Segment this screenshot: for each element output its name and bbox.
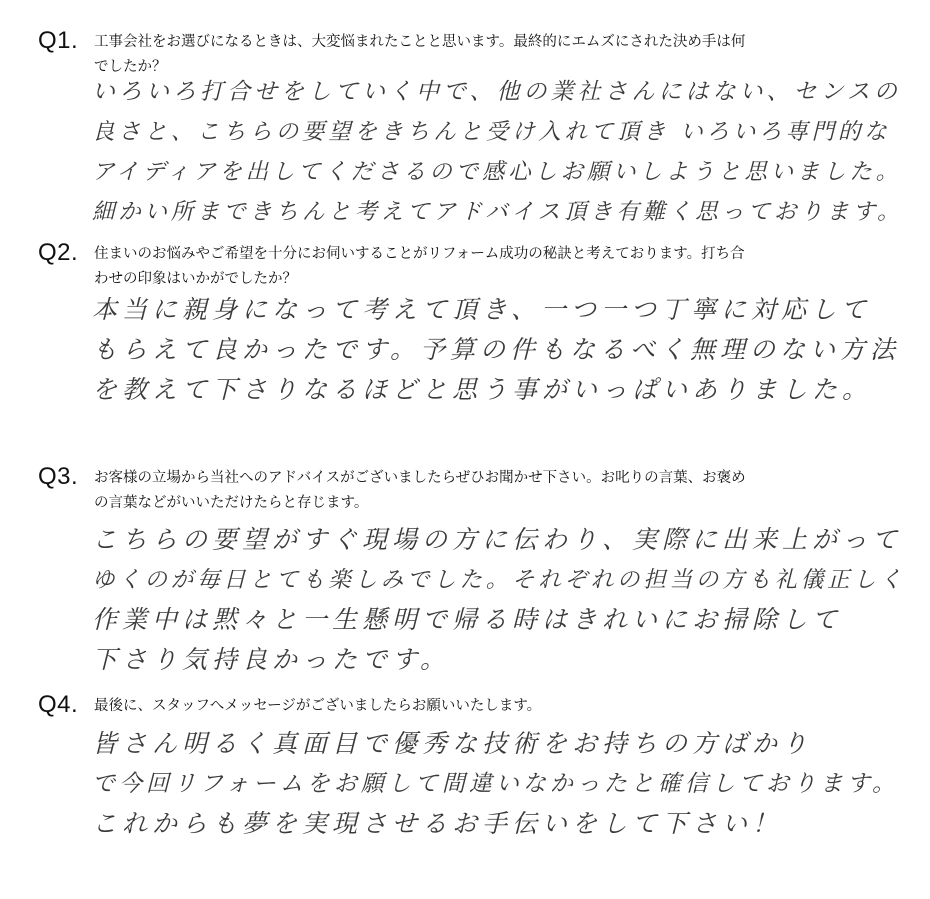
answer-2-line-1: 本当に親身になって考えて頂き、一つ一つ丁寧に対応して — [92, 295, 872, 324]
answer-3-line-4: 下さり気持良かったです。 — [92, 645, 451, 674]
answer-2-line-2: もらえて良かったです。予算の件もなるべく無理のない方法 — [92, 335, 901, 364]
answer-3-line-3: 作業中は黙々と一生懸明で帰る時はきれいにお掃除して — [92, 605, 843, 634]
question-text-2-line-1: 住まいのお悩みやご希望を十分にお伺いすることがリフォーム成功の秘訣と考えております。打ち合 — [94, 246, 745, 262]
answer-3-line-1: こちらの要望がすぐ現場の方に伝わり、実際に出来上がって — [92, 525, 903, 554]
answer-1-line-2: 良さと、こちらの要望をきちんと受け入れて頂き いろいろ専門的な — [92, 119, 891, 145]
answer-4 — [92, 724, 922, 844]
question-text-3-line-2: の言葉などがいいただけたらと存じます。 — [94, 495, 369, 511]
answer-3-line-2: ゆくのが毎日とても楽しみでした。それぞれの担当の方も礼儀正しく — [92, 567, 906, 593]
question-label-3: Q3. — [38, 463, 79, 490]
answer-4-line-3: これからも夢を実現させるお手伝いをして下さい！ — [92, 809, 783, 838]
question-text-2-line-2: わせの印象はいかがでしたか？ — [94, 271, 297, 287]
answer-2 — [92, 290, 922, 410]
question-label-1: Q1. — [38, 27, 79, 54]
question-text-4 — [94, 694, 894, 719]
answer-1-line-3: アイディアを出してくださるので感心しお願いしようと思いました。 — [92, 159, 902, 185]
answer-3 — [92, 520, 922, 680]
question-text-4-line-1: 最後に、スタッフへメッセージがございましたらお願いいたします。 — [94, 698, 542, 714]
answer-1-line-1: いろいろ打合せをしていく中で、他の業社さんにはない、センスの — [92, 79, 901, 105]
question-text-3 — [94, 466, 894, 516]
question-label-4: Q4. — [38, 691, 79, 718]
answer-1-line-4: 細かい所まできちんと考えてアドバイス頂き有難く思っております。 — [92, 199, 904, 225]
question-text-1-line-2: でしたか？ — [94, 59, 167, 75]
question-label-2: Q2. — [38, 239, 79, 266]
answer-4-line-1: 皆さん明るく真面目で優秀な技術をお持ちの方ばかり — [92, 729, 813, 758]
answer-2-line-3: を教えて下さりなるほどと思う事がいっぱいありました。 — [92, 375, 873, 404]
answer-1 — [92, 72, 922, 232]
question-text-2 — [94, 242, 894, 292]
question-text-1-line-1: 工事会社をお選びになるときは、大変悩まれたことと思います。最終的にエムズにされた決め手は何 — [94, 34, 746, 50]
answer-4-line-2: で今回リフォームをお願して間違いなかったと確信しております。 — [92, 771, 900, 797]
question-text-3-line-1: お客様の立場から当社へのアドバイスがございましたらぜひお聞かせ下さい。お叱りの言葉、お褒め — [94, 470, 746, 486]
